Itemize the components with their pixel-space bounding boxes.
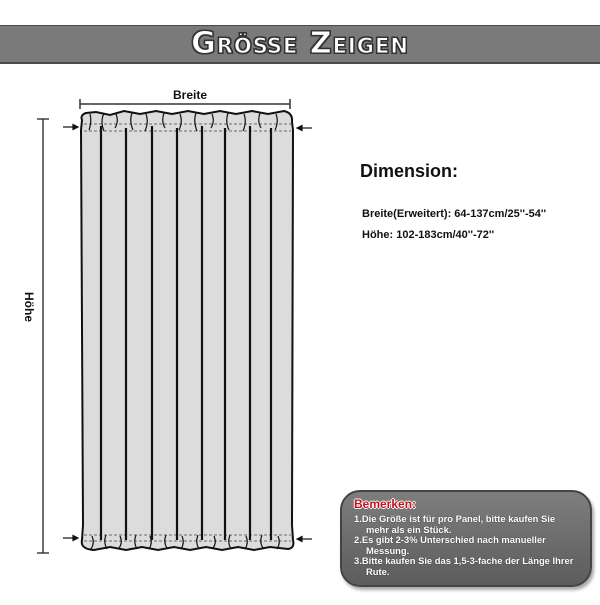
arrow-right-icon (63, 125, 78, 130)
arrow-right-icon (63, 536, 78, 541)
notes-box (340, 490, 592, 587)
note-item: 1.Die Größe ist für pro Panel, bitte kaufen Sie mehr als ein Stück. (354, 513, 556, 535)
width-label: Breite (172, 88, 207, 102)
notes-title: Bemerken: (354, 497, 417, 511)
note-item: 3.Bitte kaufen Sie das 1,5-3-fache der Länge Ihrer Rute. (354, 555, 574, 577)
notes-list (354, 514, 580, 577)
width-range: Breite(Erweitert): 64-137cm/25''-54'' (362, 208, 547, 220)
height-range: Höhe: 102-183cm/40''-72'' (362, 229, 495, 241)
arrow-left-icon (297, 537, 312, 542)
arrow-left-icon (297, 126, 312, 131)
dimension-title: Dimension: (360, 161, 459, 181)
note-item: 2.Es gibt 2-3% Unterschied nach manueller Messung. (354, 534, 546, 556)
page-title: Größe Zeigen (191, 26, 409, 61)
curtain-panel (81, 111, 293, 550)
height-dimension-line (37, 119, 49, 553)
height-label: Höhe (22, 292, 36, 322)
